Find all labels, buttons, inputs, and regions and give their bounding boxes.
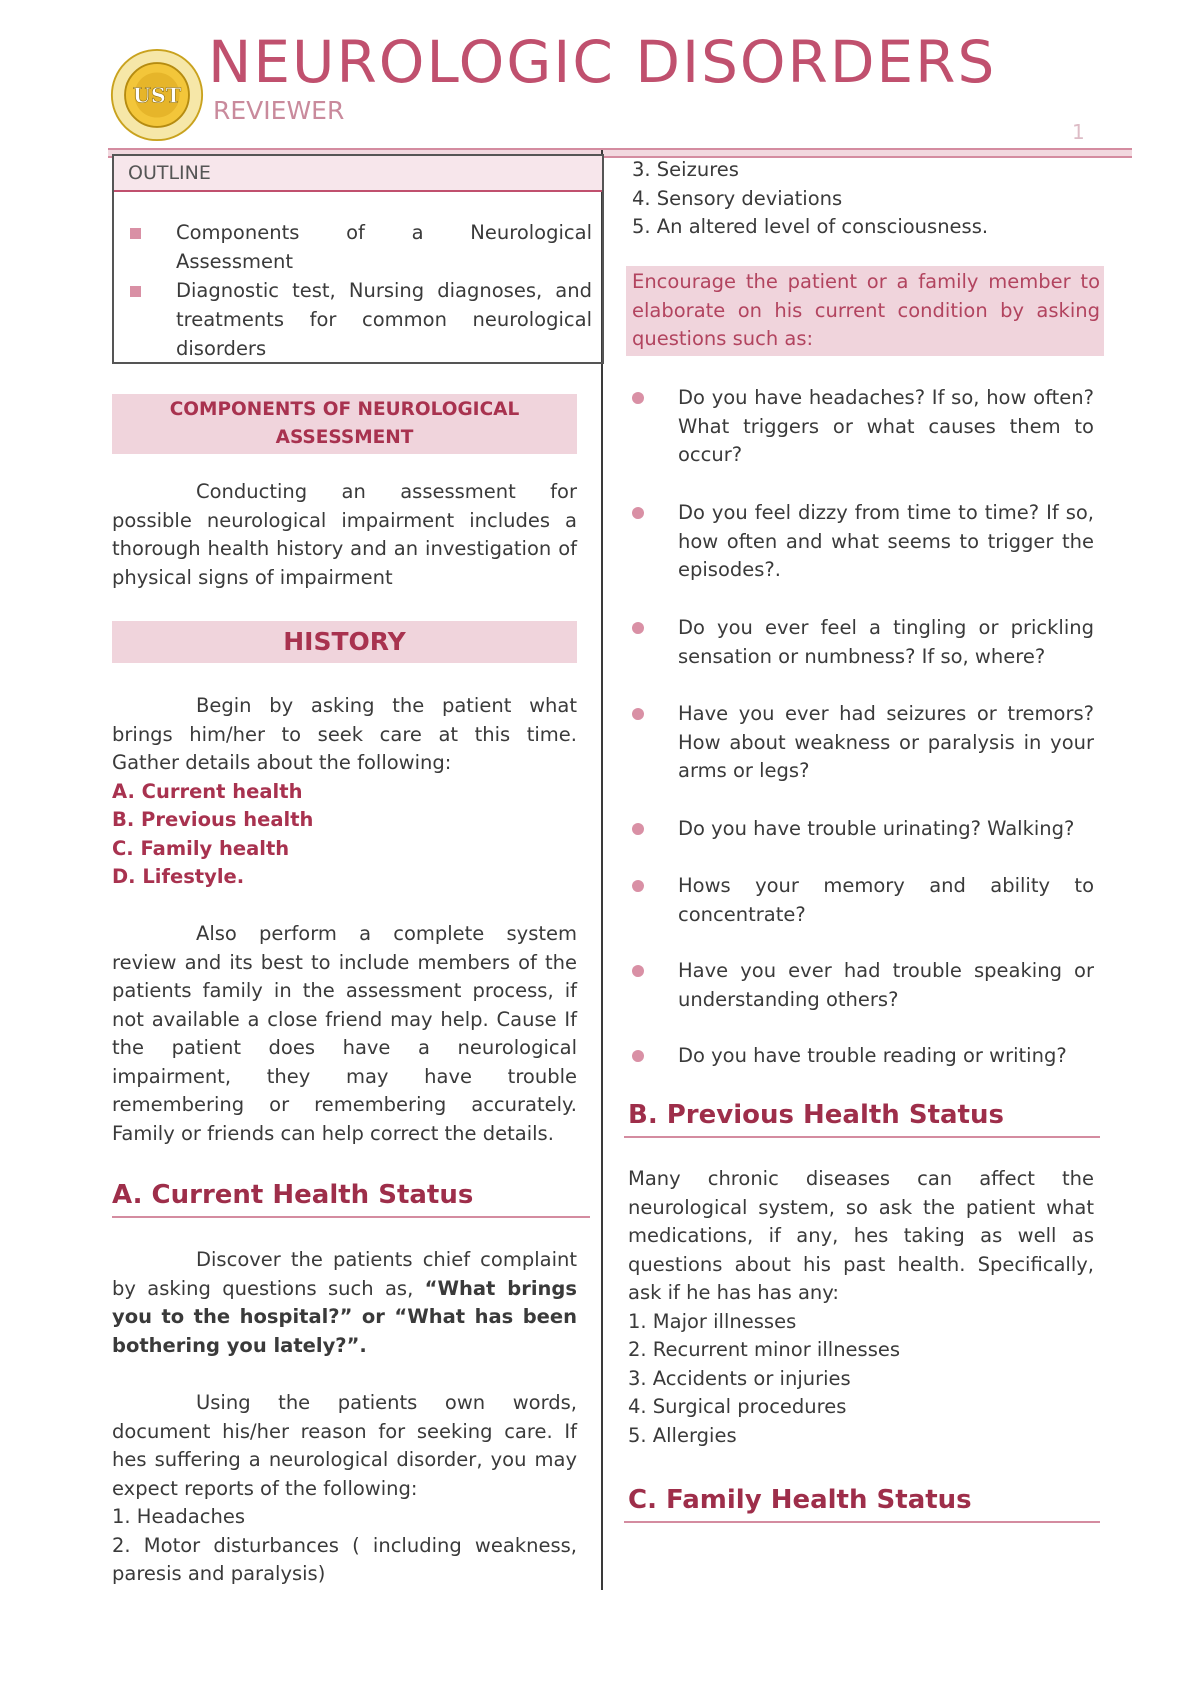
report-list-continued bbox=[632, 156, 1092, 242]
square-bullet-icon bbox=[130, 286, 141, 297]
report-item: 4. Sensory deviations bbox=[632, 186, 843, 210]
history-review: Also perform a complete system review and its best to include members of the patients family in the assessment process, if not available a close friend may help. Cause If the patient does have a neurological impairment, they may have trouble remembering or remembering accurately. Family or friends can help correct the details. bbox=[112, 922, 577, 1145]
previous-health-body: Many chronic diseases can affect the neurological system, so ask the patient what medications, if any, hes taking as well as questions about his past health. Specifically, ask if he has has any: bbox=[628, 1167, 1094, 1304]
current-health-p2: Using the patients own words, document his/her reason for seeking care. If hes suffering a neurological disorder, you may expect reports of the following: bbox=[112, 1391, 577, 1500]
document-subtitle: REVIEWER bbox=[213, 96, 345, 125]
current-health-p1: Discover the patients chief complaint by asking questions such as, “What brings you to the hospital?” or “What has been bothering you lately?”. bbox=[112, 1248, 577, 1357]
bullet-dot-icon bbox=[632, 507, 644, 519]
report-item: 5. An altered level of consciousness. bbox=[632, 215, 989, 238]
previous-item: 5. Allergies bbox=[628, 1423, 737, 1447]
bullet-dot-icon bbox=[632, 708, 644, 720]
outline-box bbox=[112, 154, 604, 364]
previous-health-heading: B. Previous Health Status bbox=[628, 1100, 1004, 1130]
components-heading: COMPONENTS OF NEUROLOGICAL ASSESSMENT bbox=[112, 394, 577, 454]
bullet-dot-icon bbox=[632, 1050, 644, 1062]
heading-underline bbox=[624, 1521, 1100, 1523]
current-health-p2-block bbox=[112, 1389, 577, 1589]
heading-underline bbox=[624, 1136, 1100, 1138]
bullet-dot-icon bbox=[632, 823, 644, 835]
current-health-heading: A. Current Health Status bbox=[112, 1180, 474, 1210]
column-divider bbox=[601, 150, 603, 1590]
components-body: Conducting an assessment for possible neurological impairment includes a thorough health history and an investigation of physical signs of impairment bbox=[112, 480, 577, 589]
bullet-dot-icon bbox=[632, 392, 644, 404]
question-item: Do you have trouble urinating? Walking? bbox=[628, 815, 1094, 844]
outline-item: Components of a Neurological Assessment bbox=[114, 218, 602, 276]
question-item: Do you feel dizzy from time to time? If so, how often and what seems to trigger the episodes?. bbox=[628, 499, 1094, 585]
encourage-callout: Encourage the patient or a family member to elaborate on his current condition by asking questions such as: bbox=[626, 266, 1104, 356]
outline-heading: OUTLINE bbox=[114, 156, 602, 192]
history-item: D. Lifestyle. bbox=[112, 865, 245, 888]
page-number: 1 bbox=[1072, 120, 1085, 144]
history-intro: Begin by asking the patient what brings him/her to seek care at this time. Gather details about the following: bbox=[112, 694, 577, 774]
bullet-dot-icon bbox=[632, 622, 644, 634]
previous-item: 3. Accidents or injuries bbox=[628, 1366, 851, 1390]
history-item: B. Previous health bbox=[112, 808, 314, 831]
history-section bbox=[112, 692, 577, 892]
question-item: Have you ever had seizures or tremors? How about weakness or paralysis in your arms or legs? bbox=[628, 700, 1094, 786]
previous-item: 1. Major illnesses bbox=[628, 1309, 797, 1333]
report-item: 3. Seizures bbox=[632, 158, 739, 181]
previous-item: 2. Recurrent minor illnesses bbox=[628, 1338, 901, 1361]
outline-list bbox=[114, 218, 602, 363]
question-item: Do you have headaches? If so, how often? What triggers or what causes them to occur? bbox=[628, 384, 1094, 470]
question-item: Hows your memory and ability to concentrate? bbox=[628, 872, 1094, 929]
family-health-heading: C. Family Health Status bbox=[628, 1485, 972, 1515]
question-item: Do you have trouble reading or writing? bbox=[628, 1042, 1094, 1071]
question-item: Have you ever had trouble speaking or understanding others? bbox=[628, 957, 1094, 1014]
history-item: A. Current health bbox=[112, 779, 303, 803]
heading-underline bbox=[112, 1216, 590, 1218]
bullet-dot-icon bbox=[632, 965, 644, 977]
previous-item: 4. Surgical procedures bbox=[628, 1395, 847, 1418]
document-title: NEUROLOGIC DISORDERS bbox=[208, 28, 997, 96]
report-item: 1. Headaches bbox=[112, 1505, 245, 1528]
previous-health-block bbox=[628, 1165, 1094, 1450]
square-bullet-icon bbox=[130, 228, 141, 239]
history-item: C. Family health bbox=[112, 836, 290, 860]
history-heading: HISTORY bbox=[112, 621, 577, 663]
report-item: 2. Motor disturbances ( including weakness, paresis and paralysis) bbox=[112, 1533, 577, 1585]
university-seal-logo bbox=[110, 48, 204, 142]
bullet-dot-icon bbox=[632, 880, 644, 892]
outline-item: Diagnostic test, Nursing diagnoses, and treatments for common neurological disorders bbox=[114, 276, 602, 363]
question-item: Do you ever feel a tingling or prickling sensation or numbness? If so, where? bbox=[628, 614, 1094, 671]
svg-text:UST: UST bbox=[132, 83, 182, 108]
